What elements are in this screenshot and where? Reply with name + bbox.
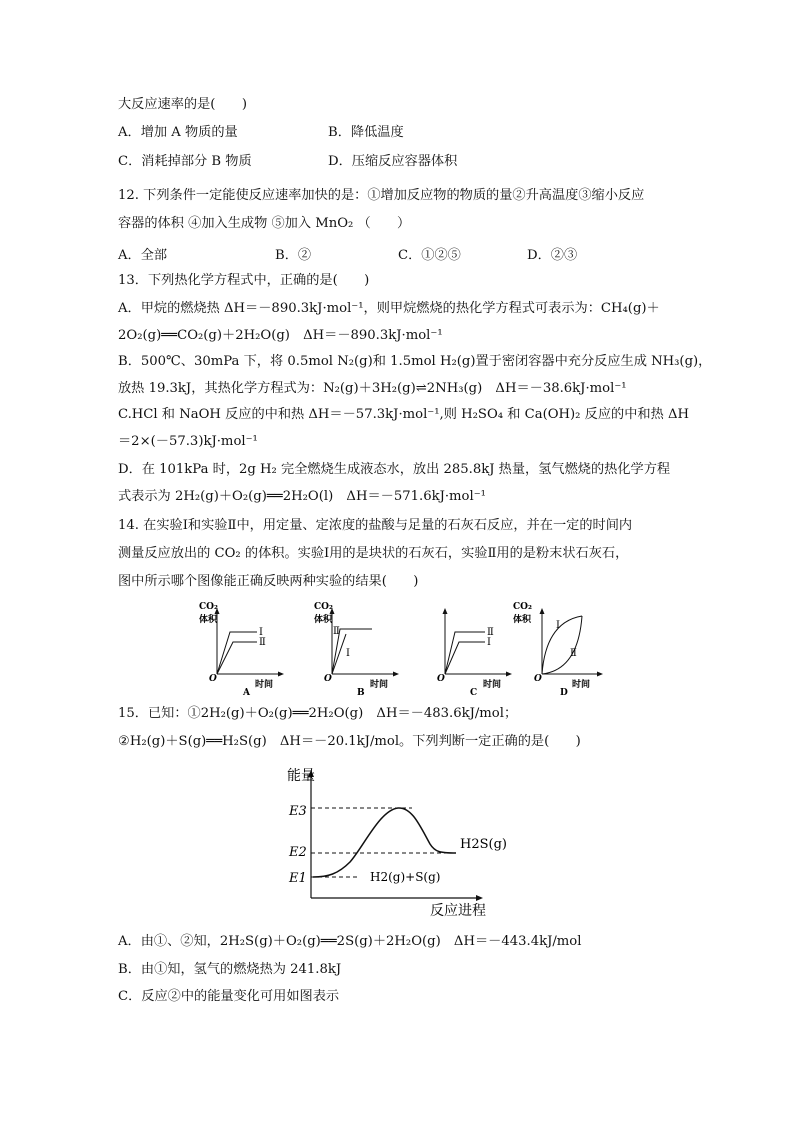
series-label: Ⅱ: [487, 627, 494, 638]
q14-stem-line2: 测量反应放出的 CO₂ 的体积。实验Ⅰ用的是块状的石灰石，实验Ⅱ用的是粉末状石灰石，: [118, 546, 629, 561]
q15-option-c: C．反应②中的能量变化可用如图表示: [118, 989, 340, 1004]
q12-option-b: B．②: [275, 248, 312, 263]
energy-diagram: [280, 760, 520, 920]
q15-stem-line1: 15．已知：①2H₂(g)＋O₂(g)══2H₂O(g) ΔH＝－483.6kJ/mol；: [118, 706, 518, 721]
q11-stem-tail: 大反应速率的是( ): [118, 97, 247, 112]
q12-option-c: C．①②⑤: [398, 248, 461, 263]
q12-option-d: D．②③: [527, 248, 578, 263]
q11-option-c: C．消耗掉部分 B 物质: [118, 154, 252, 169]
series-label: Ⅱ: [333, 626, 340, 637]
q13-option-b-line2: 放热 19.3kJ，其热化学方程式为：N₂(g)＋3H₂(g)⇌2NH₃(g) ΔH＝－38.6kJ·mol⁻¹: [118, 381, 627, 396]
q13-option-b-line1: B．500℃、30mPa 下，将 0.5mol N₂(g)和 1.5mol H₂(g)置于密闭容器中充分反应生成 NH₃(g)，: [118, 354, 712, 369]
q13-option-c-line2: ＝2×(－57.3)kJ·mol⁻¹: [118, 434, 258, 449]
q14-stem-line1: 14. 在实验Ⅰ和实验Ⅱ中，用定量、定浓度的盐酸与足量的石灰石反应，并在一定的时间内: [118, 518, 633, 533]
q15-option-a: A．由①、②知，2H₂S(g)＋O₂(g)══2S(g)＋2H₂O(g) ΔH＝－443.4kJ/mol: [118, 934, 582, 949]
series-label: Ⅰ: [487, 637, 491, 648]
q14-graphs: [195, 598, 605, 698]
level-e1-label: E1: [289, 871, 307, 886]
x-axis-label: 时间: [483, 680, 502, 690]
q13-option-d-line1: D．在 101kPa 时，2g H₂ 完全燃烧生成液态水，放出 285.8kJ 热量，氢气燃烧的热化学方程: [118, 462, 671, 477]
y-axis-label: 体积: [199, 615, 218, 625]
y-axis-label: 体积: [513, 615, 532, 625]
q11-option-d: D．压缩反应容器体积: [328, 154, 458, 169]
x-axis-label: 反应进程: [430, 903, 486, 919]
graph-panel-a: [199, 602, 284, 698]
graph-panel-c: [437, 608, 512, 698]
q12-option-a: A．全部: [118, 248, 168, 263]
graph-panel-d: [513, 602, 603, 698]
series-label: Ⅱ: [259, 637, 266, 648]
panel-label: D: [560, 688, 568, 698]
panel-label: B: [357, 688, 365, 698]
series-label: Ⅰ: [259, 627, 263, 638]
origin-label: O: [209, 674, 217, 684]
origin-label: O: [437, 674, 445, 684]
series-label: Ⅰ: [346, 648, 350, 659]
level-e3-label: E3: [289, 804, 307, 819]
q12-stem-line1: 12. 下列条件一定能使反应速率加快的是：①增加反应物的物质的量②升高温度③缩小反应: [118, 188, 645, 203]
series-label: Ⅱ: [570, 648, 577, 659]
y-axis-label: CO₂: [314, 602, 333, 612]
x-axis-label: 时间: [255, 680, 274, 690]
q11-option-b: B．降低温度: [328, 125, 404, 140]
q15-stem-line2: ②H₂(g)＋S(g)══H₂S(g) ΔH＝－20.1kJ/mol。下列判断一定正确的是( ): [118, 734, 581, 749]
q11-option-a: A．增加 A 物质的量: [118, 125, 238, 140]
q13-stem: 13．下列热化学方程式中，正确的是( ): [118, 273, 370, 288]
q13-option-c-line1: C.HCl 和 NaOH 反应的中和热 ΔH＝－57.3kJ·mol⁻¹,则 H₂SO₄ 和 Ca(OH)₂ 反应的中和热 ΔH: [118, 407, 689, 422]
q13-option-d-line2: 式表示为 2H₂(g)＋O₂(g)══2H₂O(l) ΔH＝－571.6kJ·mol⁻¹: [118, 489, 486, 504]
y-axis-label: 能量: [287, 768, 315, 784]
product-label: H2S(g): [460, 837, 507, 852]
y-axis-label: 体积: [314, 615, 333, 625]
x-axis-label: 时间: [370, 680, 389, 690]
series-label: Ⅰ: [556, 620, 560, 631]
graph-panel-b: [314, 602, 399, 698]
origin-label: O: [534, 674, 542, 684]
reactant-label: H2(g)+S(g): [370, 870, 441, 884]
q12-stem-line2: 容器的体积 ④加入生成物 ⑤加入 MnO₂ （ ）: [118, 216, 411, 231]
q13-option-a-line2: 2O₂(g)══CO₂(g)＋2H₂O(g) ΔH＝－890.3kJ·mol⁻¹: [118, 328, 443, 343]
level-e2-label: E2: [289, 845, 307, 860]
x-axis-label: 时间: [572, 680, 591, 690]
q13-option-a-line1: A．甲烷的燃烧热 ΔH＝－890.3kJ·mol⁻¹，则甲烷燃烧的热化学方程式可表示为：CH₄(g)＋: [118, 301, 660, 316]
origin-label: O: [324, 674, 332, 684]
y-axis-label: CO₂: [199, 602, 218, 612]
y-axis-label: CO₂: [513, 602, 532, 612]
panel-label: C: [470, 688, 478, 698]
q15-option-b: B．由①知，氢气的燃烧热为 241.8kJ: [118, 962, 342, 977]
q14-stem-line3: 图中所示哪个图像能正确反映两种实验的结果( ): [118, 574, 419, 589]
panel-label: A: [243, 688, 250, 698]
